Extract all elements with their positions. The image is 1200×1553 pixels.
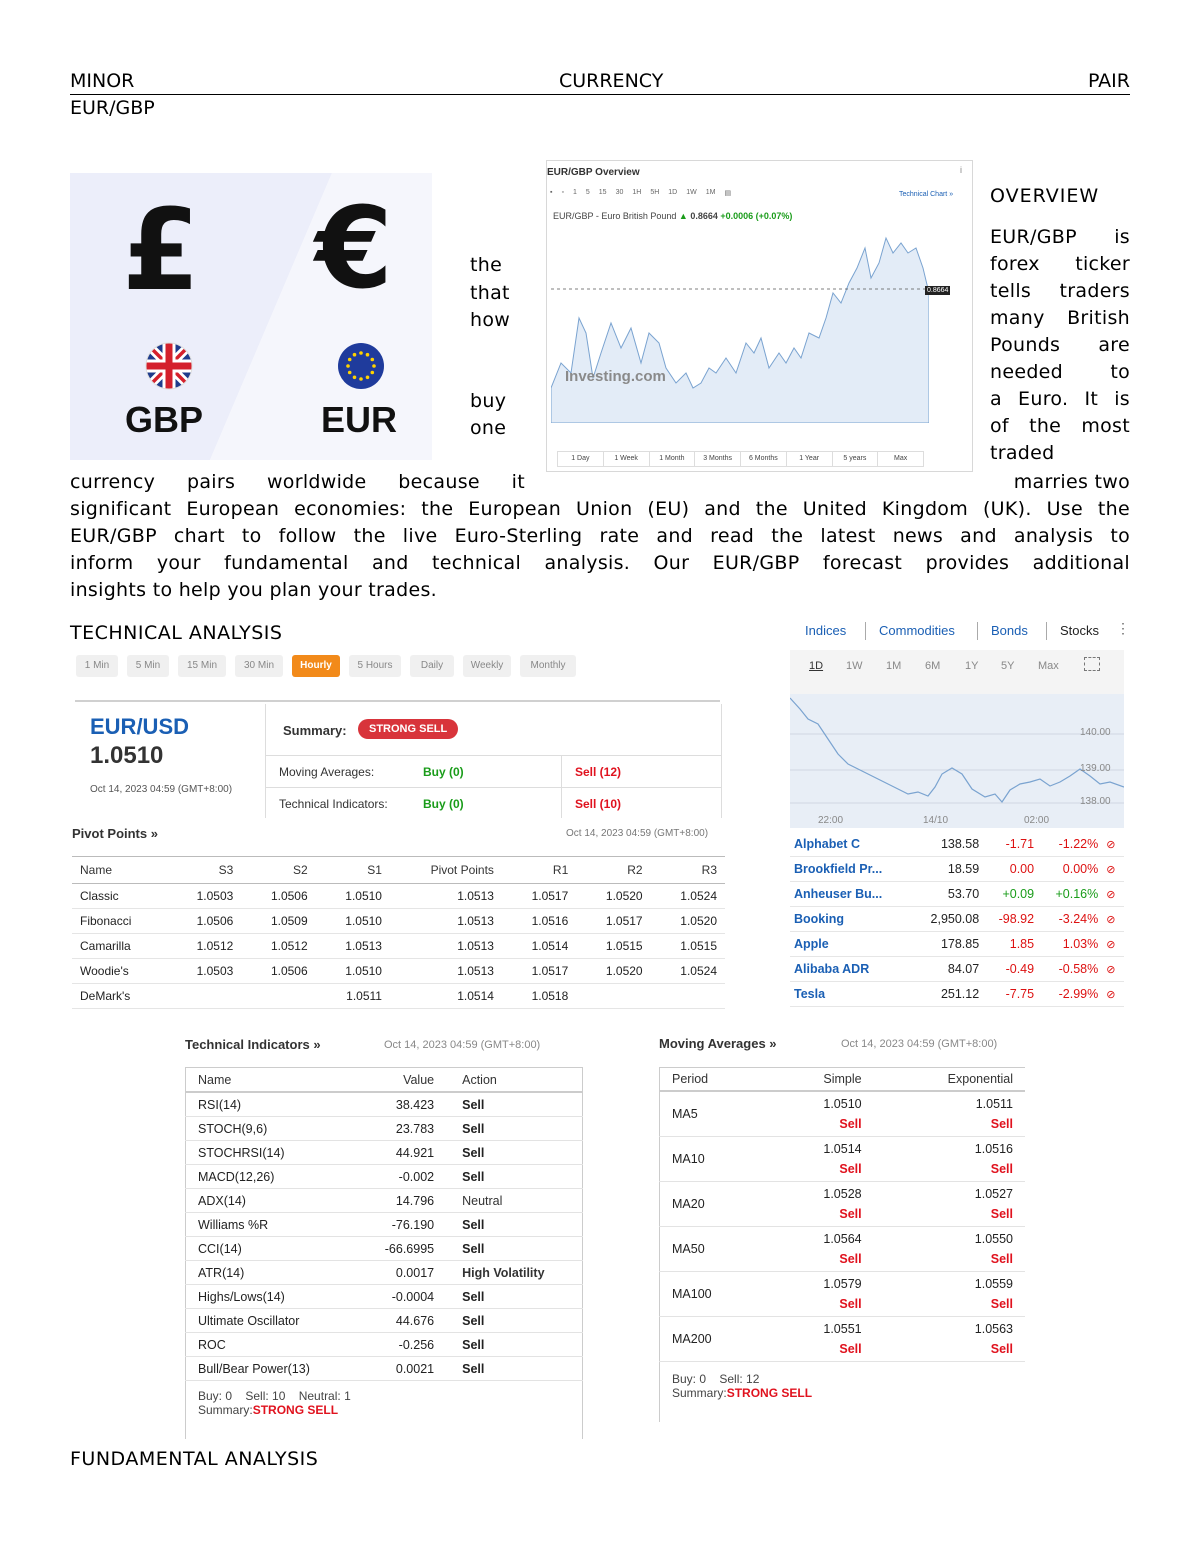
timeframe-tab[interactable]: 5 Hours <box>349 655 401 677</box>
paragraph-line: EUR/GBP chart to follow the live Euro-Sterling rate and read the latest news and analysis to <box>70 525 1130 547</box>
market-widget <box>790 620 1130 1014</box>
y-tick: 139.00 <box>1080 763 1111 774</box>
overview-line: traded <box>990 442 1055 464</box>
column-header: Exponential <box>874 1068 1025 1092</box>
timeframe-tab[interactable]: 30 Min <box>235 655 283 677</box>
column-header: R3 <box>651 857 725 884</box>
overview-column <box>990 183 1130 467</box>
summary-grid <box>265 704 722 818</box>
paragraph-line: marries two <box>1013 471 1130 493</box>
clock-icon: ⊘ <box>1102 957 1124 982</box>
summary-label: Summary: <box>283 723 347 738</box>
overview-line: many British <box>990 307 1130 329</box>
timeframe-tab[interactable]: 5 Min <box>127 655 169 677</box>
quote-line: EUR/GBP - Euro British Pound ▲ 0.8664 +0.0006 (+0.07%) <box>553 211 793 221</box>
ma-label: Moving Averages: <box>279 765 375 779</box>
chart-toolbar[interactable]: ▪ ▫ 1 5 15 30 1H 5H 1D 1W 1M ▤ <box>550 189 732 197</box>
column-header: Simple <box>768 1068 873 1092</box>
table-row[interactable]: Tesla 251.12 -7.75 -2.99% ⊘ <box>790 982 1124 1007</box>
range-button[interactable]: Max <box>894 455 908 462</box>
paragraph-line: significant European economies: the European Union (EU) and the United Kingdom (UK). Use the <box>70 498 1130 520</box>
ti-footer-summary-value: STRONG SELL <box>252 1403 339 1417</box>
paragraph-line: inform your fundamental and technical analysis. Our EUR/GBP forecast provides additional <box>70 552 1130 574</box>
table-row: CCI(14) -66.6995 Sell <box>186 1237 583 1261</box>
overview-line: tells traders <box>990 280 1130 302</box>
table-footer-row <box>186 1381 583 1440</box>
ma-sell-count: Sell (12) <box>575 765 622 779</box>
table-header-row <box>186 1068 583 1093</box>
column-header: Action <box>450 1068 582 1093</box>
pair-price: 1.0510 <box>90 742 164 769</box>
table-row: Classic 1.0503 1.0506 1.0510 1.0513 1.0517 1.0520 1.0524 <box>72 884 725 909</box>
table-row: MA100 1.0579 Sell 1.0559 Sell <box>660 1272 1026 1317</box>
overview-line: Pounds are <box>990 334 1130 356</box>
moving-averages-table <box>659 1067 1025 1422</box>
table-row: ROC -0.256 Sell <box>186 1333 583 1357</box>
table-row[interactable]: Anheuser Bu... 53.70 +0.09 +0.16% ⊘ <box>790 882 1124 907</box>
table-row: MA50 1.0564 Sell 1.0550 Sell <box>660 1227 1026 1272</box>
clock-icon: ⊘ <box>1102 832 1124 857</box>
table-row[interactable]: Alphabet C 138.58 -1.71 -1.22% ⊘ <box>790 832 1124 857</box>
moving-averages-block <box>659 1035 1025 1415</box>
pivot-datetime: Oct 14, 2023 04:59 (GMT+8:00) <box>566 828 709 839</box>
fundamental-analysis-heading: FUNDAMENTAL ANALYSIS <box>70 1448 319 1470</box>
table-row: ATR(14) 0.0017 High Volatility <box>186 1261 583 1285</box>
fullscreen-icon[interactable] <box>1084 657 1100 671</box>
ti-sell-count: Sell (10) <box>575 797 622 811</box>
technical-indicators-table <box>185 1067 583 1439</box>
column-header: Value <box>354 1068 450 1093</box>
overview-price-chart <box>551 223 929 423</box>
eu-flag-icon <box>336 341 386 391</box>
technical-indicators-link[interactable]: Technical Indicators » <box>185 1037 321 1052</box>
clock-icon: ⊘ <box>1102 882 1124 907</box>
timeframe-tab[interactable]: Daily <box>410 655 454 677</box>
ti-buy-count: Buy (0) <box>423 797 464 811</box>
table-row: STOCHRSI(14) 44.921 Sell <box>186 1141 583 1165</box>
overview-line: of the most <box>990 415 1130 437</box>
summary-panel <box>75 700 720 818</box>
euro-symbol: € <box>315 184 393 314</box>
range-button[interactable]: 5 years <box>833 452 879 466</box>
more-options-icon[interactable]: ⋮ <box>1116 620 1130 636</box>
column-header: R1 <box>502 857 576 884</box>
range-button[interactable]: 1M <box>886 660 902 672</box>
strong-sell-badge: STRONG SELL <box>358 719 458 739</box>
column-header: R2 <box>576 857 650 884</box>
ti-footer-counts: Buy: 0 Sell: 10 Neutral: 1 <box>198 1389 351 1403</box>
table-row: MACD(12,26) -0.002 Sell <box>186 1165 583 1189</box>
pair-name[interactable]: EUR/USD <box>90 714 190 739</box>
investing-watermark: Investing.com <box>565 368 666 385</box>
range-selector[interactable] <box>557 451 924 467</box>
document-title <box>70 70 1130 95</box>
pound-symbol: £ <box>122 186 200 316</box>
table-row[interactable]: Booking 2,950.08 -98.92 -3.24% ⊘ <box>790 907 1124 932</box>
table-row: RSI(14) 38.423 Sell <box>186 1092 583 1117</box>
column-header: Period <box>660 1068 769 1092</box>
clock-icon: ⊘ <box>1102 857 1124 882</box>
tab-stocks[interactable]: Stocks <box>1060 623 1100 638</box>
overview-line: EUR/GBP is <box>990 226 1130 248</box>
table-row: Fibonacci 1.0506 1.0509 1.0510 1.0513 1.0516 1.0517 1.0520 <box>72 909 725 934</box>
column-header: Name <box>186 1068 355 1093</box>
paragraph-line: currency pairs worldwide because it <box>70 471 525 493</box>
range-button[interactable]: 1 Month <box>650 452 696 466</box>
overview-heading: OVERVIEW <box>990 185 1100 207</box>
range-bar <box>790 650 1124 694</box>
table-row: Ultimate Oscillator 44.676 Sell <box>186 1309 583 1333</box>
table-row: Highs/Lows(14) -0.0004 Sell <box>186 1285 583 1309</box>
stocks-table <box>790 832 1124 1007</box>
gbp-label: GBP <box>125 399 204 440</box>
clock-icon: ⊘ <box>1102 907 1124 932</box>
table-row[interactable]: Apple 178.85 1.85 1.03% ⊘ <box>790 932 1124 957</box>
technical-indicators-block <box>185 1035 585 1422</box>
paragraph-line: insights to help you plan your trades. <box>70 579 437 601</box>
current-price-tag: 0.8664 <box>927 287 949 294</box>
table-row: MA20 1.0528 Sell 1.0527 Sell <box>660 1182 1026 1227</box>
ti-footer-summary-label: Summary: <box>198 1403 253 1417</box>
moving-averages-link[interactable]: Moving Averages » <box>659 1036 777 1051</box>
intro-fragment: that <box>470 282 510 304</box>
ma-datetime: Oct 14, 2023 04:59 (GMT+8:00) <box>841 1038 998 1050</box>
pivot-points-link[interactable]: Pivot Points » <box>72 826 158 841</box>
table-row[interactable]: Brookfield Pr... 18.59 0.00 0.00% ⊘ <box>790 857 1124 882</box>
table-row: Bull/Bear Power(13) 0.0021 Sell <box>186 1357 583 1381</box>
column-header: Name <box>72 857 167 884</box>
currency-illustration <box>70 173 432 460</box>
document-subtitle: EUR/GBP <box>70 97 155 119</box>
table-row: Woodie's 1.0503 1.0506 1.0510 1.0513 1.0517 1.0520 1.0524 <box>72 959 725 984</box>
range-button[interactable]: 5Y <box>1001 660 1015 672</box>
info-icon[interactable]: i <box>960 165 962 175</box>
ma-footer-summary-value: STRONG SELL <box>726 1386 813 1400</box>
timeframe-tab[interactable]: Monthly <box>520 655 576 677</box>
pair-datetime: Oct 14, 2023 04:59 (GMT+8:00) <box>90 784 233 795</box>
uk-flag-icon <box>144 341 194 391</box>
range-button[interactable]: 1 Day <box>558 452 604 466</box>
range-button[interactable]: Max <box>1038 660 1059 672</box>
range-button[interactable]: 3 Months <box>695 452 741 466</box>
ti-label: Technical Indicators: <box>279 797 388 811</box>
tab-bonds[interactable]: Bonds <box>991 623 1028 638</box>
table-row: STOCH(9,6) 23.783 Sell <box>186 1117 583 1141</box>
ti-datetime: Oct 14, 2023 04:59 (GMT+8:00) <box>384 1039 541 1051</box>
table-row: MA5 1.0510 Sell 1.0511 Sell <box>660 1091 1026 1137</box>
column-header: S2 <box>241 857 315 884</box>
tab-commodities[interactable]: Commodities <box>879 623 955 638</box>
timeframe-tab[interactable]: Weekly <box>463 655 511 677</box>
x-tick: 14/10 <box>923 815 949 826</box>
eur-label: EUR <box>321 399 398 440</box>
x-tick: 22:00 <box>818 815 844 826</box>
ma-footer-summary-label: Summary: <box>672 1386 727 1400</box>
ma-buy-count: Buy (0) <box>423 765 464 779</box>
intro-fragment: buy <box>470 390 507 412</box>
table-footer-row <box>660 1362 1026 1423</box>
stock-mini-chart <box>790 694 1124 828</box>
title-word-pair: PAIR <box>1087 70 1130 92</box>
intro-fragment: one <box>470 417 507 439</box>
intro-fragment: the <box>470 254 503 276</box>
range-button[interactable]: 6 Months <box>741 452 787 466</box>
y-tick: 138.00 <box>1080 796 1111 807</box>
column-header: Pivot Points <box>390 857 502 884</box>
table-row: DeMark's 1.0511 1.0514 1.0518 <box>72 984 725 1009</box>
technical-analysis-heading: TECHNICAL ANALYSIS <box>70 622 283 644</box>
range-button[interactable]: 1 Year <box>787 452 833 466</box>
timeframe-tab-active[interactable]: Hourly <box>292 655 340 677</box>
table-row: ADX(14) 14.796 Neutral <box>186 1189 583 1213</box>
pivot-points-table <box>72 856 725 1009</box>
eurgbp-overview-widget <box>546 160 973 472</box>
timeframe-tab[interactable]: 1 Min <box>76 655 118 677</box>
ma-footer-counts: Buy: 0 Sell: 12 <box>672 1372 760 1386</box>
column-header: S3 <box>167 857 241 884</box>
clock-icon: ⊘ <box>1102 982 1124 1007</box>
table-row: Williams %R -76.190 Sell <box>186 1213 583 1237</box>
range-button[interactable]: 1Y <box>965 660 979 672</box>
range-button-active[interactable]: 1D <box>809 660 824 672</box>
table-header-row <box>72 857 725 884</box>
column-header: S1 <box>316 857 390 884</box>
table-row: Camarilla 1.0512 1.0512 1.0513 1.0513 1.0514 1.0515 1.0515 <box>72 934 725 959</box>
table-row: MA200 1.0551 Sell 1.0563 Sell <box>660 1317 1026 1362</box>
x-tick: 02:00 <box>1024 815 1050 826</box>
table-header-row <box>660 1068 1026 1092</box>
range-button[interactable]: 6M <box>925 660 941 672</box>
overview-line: a Euro. It is <box>990 388 1130 410</box>
timeframe-tab[interactable]: 15 Min <box>178 655 226 677</box>
range-button[interactable]: 1W <box>846 660 863 672</box>
overview-line: needed to <box>990 361 1130 383</box>
overview-paragraph <box>70 469 1130 604</box>
clock-icon: ⊘ <box>1102 932 1124 957</box>
widget-title: EUR/GBP Overview <box>547 167 640 178</box>
table-row[interactable]: Alibaba ADR 84.07 -0.49 -0.58% ⊘ <box>790 957 1124 982</box>
title-word-minor: MINOR <box>70 70 135 92</box>
technical-chart-link[interactable]: Technical Chart » <box>899 191 954 198</box>
table-row: MA10 1.0514 Sell 1.0516 Sell <box>660 1137 1026 1182</box>
title-word-currency: CURRENCY <box>558 70 664 92</box>
y-tick: 140.00 <box>1080 727 1111 738</box>
intro-fragment: how <box>470 309 511 331</box>
range-button[interactable]: 1 Week <box>604 452 650 466</box>
overview-line: forex ticker <box>990 253 1130 275</box>
tab-indices[interactable]: Indices <box>805 623 847 638</box>
